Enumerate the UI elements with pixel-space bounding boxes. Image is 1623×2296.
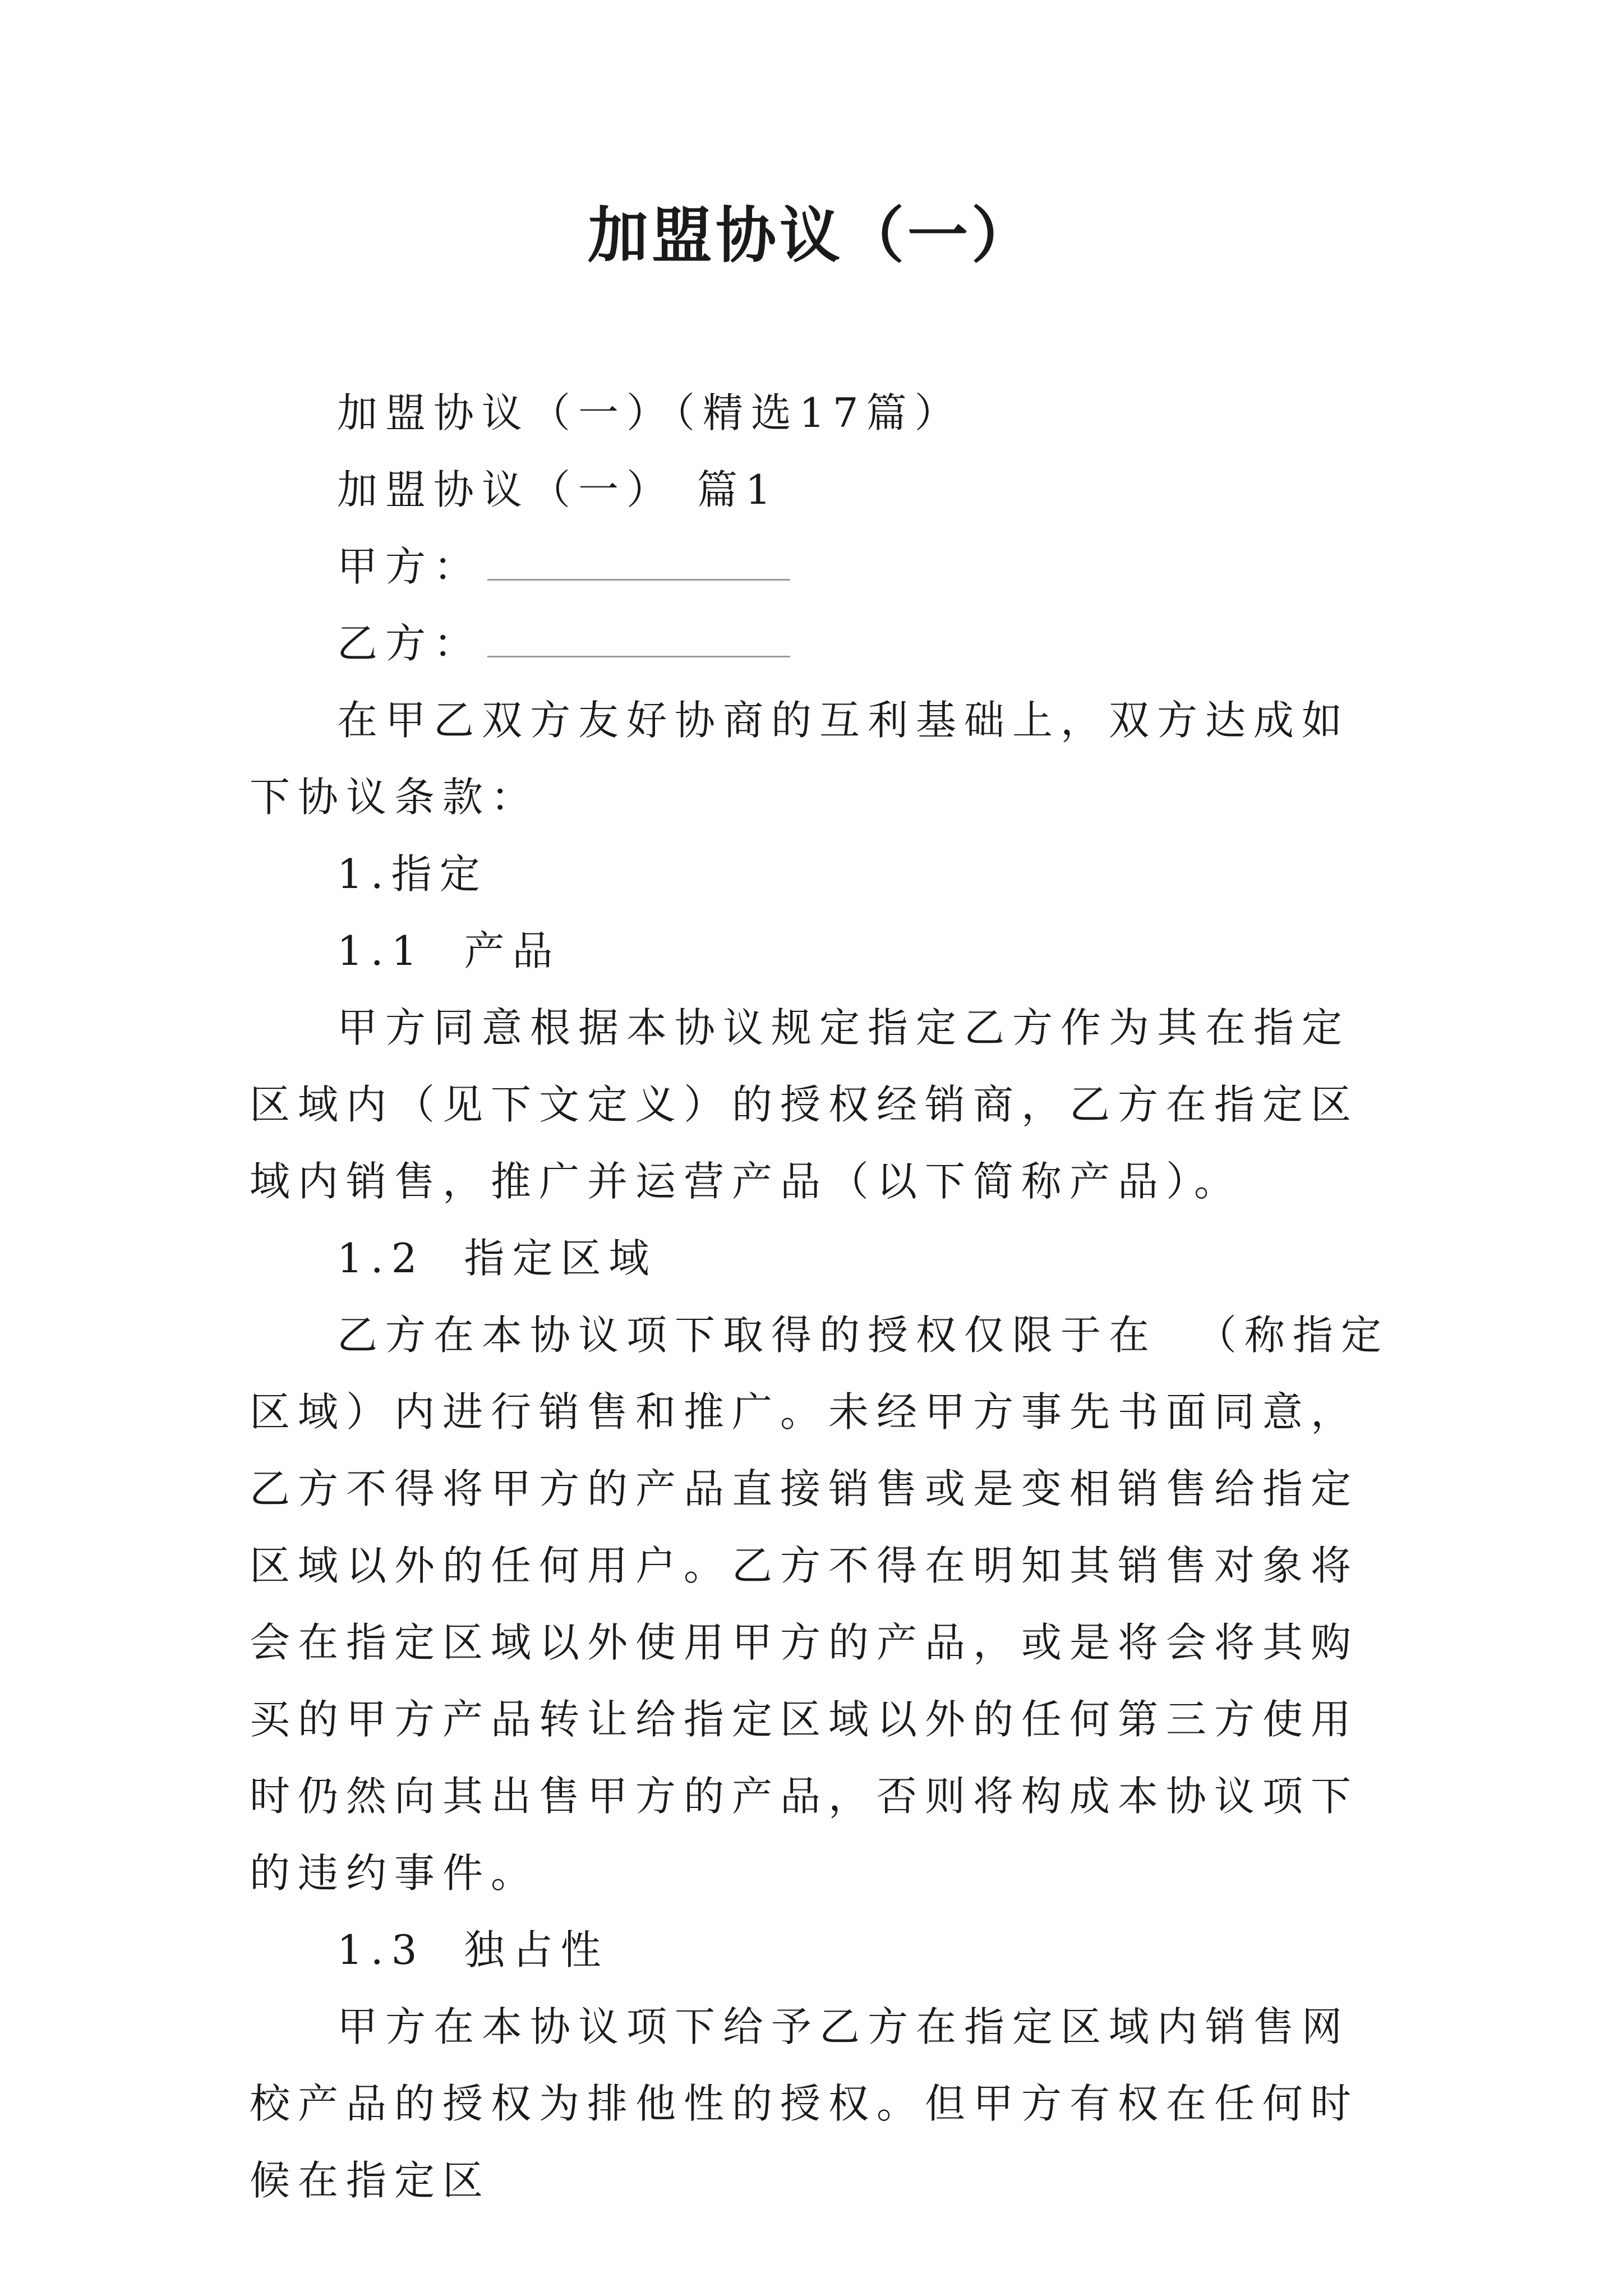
clause-1-1-heading xyxy=(250,913,1394,990)
clause-1-1-paragraph: 甲方同意根据本协议规定指定乙方作为其在指定区域内（见下文定义）的授权经销商，乙方在指定区域内销售，推广并运营产品（以下简称产品）。 xyxy=(250,1004,1359,1205)
intro-paragraph: 在甲乙双方友好协商的互利基础上，双方达成如下协议条款： xyxy=(250,697,1350,821)
chapter-line xyxy=(250,452,1394,528)
clause-1-3-number: 1.3 xyxy=(337,1926,425,1973)
clause-1-1-number: 1.1 xyxy=(337,927,425,974)
clause-1-1-title: 产品 xyxy=(464,927,561,974)
party-b-line xyxy=(250,605,1394,682)
clause-1-3-heading xyxy=(250,1912,1394,1989)
clause-1-3-paragraph: 甲方在本协议项下给予乙方在指定区域内销售网校产品的授权为排他性的授权。但甲方有权在任何时候在指定区 xyxy=(250,2003,1359,2204)
clause-1-2-heading xyxy=(250,1220,1394,1297)
clause-1-2-title: 指定区域 xyxy=(464,1235,657,1282)
document-title: 加盟协议（一） xyxy=(587,200,1035,271)
clause-1-2-paragraph xyxy=(250,1297,1394,1912)
party-a-label: 甲方： xyxy=(337,543,482,590)
chapter-heading: 加盟协议（一） xyxy=(337,466,675,513)
party-a-line xyxy=(250,528,1394,605)
clause-1-2-text-b: （称指定区域）内进行销售和推广。未经甲方事先书面同意，乙方不得将甲方的产品直接销售或是变相销售给指定区域以外的任何用户。乙方不得在明知其销售对象将会在指定区域以外使用甲方的产品，或是将会将其购买的甲方产品转让给指定区域以外的任何第三方使用时仍然向其出售甲方的产品，否则将构成本协议项下的违约事件。 xyxy=(250,1312,1390,1897)
party-b-label: 乙方： xyxy=(337,620,482,667)
document-body xyxy=(250,375,1394,2219)
party-a-blank xyxy=(487,545,790,581)
subtitle: 加盟协议（一）（精选17篇） xyxy=(337,389,963,436)
section-1-heading: 1.指定 xyxy=(337,850,488,898)
party-b-blank xyxy=(487,622,790,657)
clause-1-2-text-a: 乙方在本协议项下取得的授权仅限于在 xyxy=(337,1312,1158,1359)
clause-1-2-number: 1.2 xyxy=(337,1235,425,1282)
clause-1-3-title: 独占性 xyxy=(464,1926,609,1973)
chapter-number: 篇1 xyxy=(697,466,779,513)
